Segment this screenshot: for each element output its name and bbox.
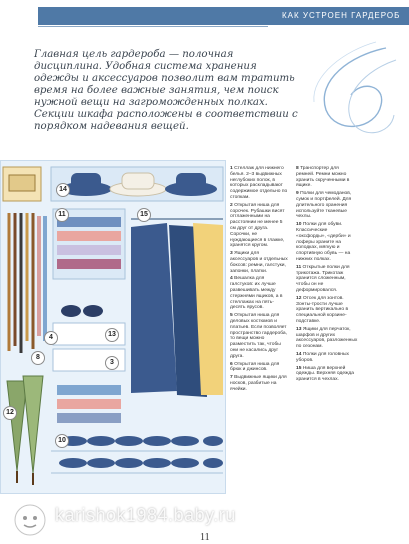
legend-item: 1 Стеллаж для нижнего белья. 2–3 выдвижных неглубоких полок, в которых раскладывают содержимое отдельно по стопкам. [230,166,288,200]
legend-item: 12 Отсек для зонтов. Зонты-трости лучше хранить вертикально в специальной корзине-подставке. [296,295,349,324]
badge-3: 3 [105,356,119,370]
badge-12: 12 [3,406,17,420]
legend-item: 11 Открытые полки для трикотажа. Трикотаж хранится сложенным, чтобы он не деформировался. [296,264,350,293]
legend-item: 8 Транспортер для ремней. Ремни можно хранить скрученными в ящике. [296,166,350,189]
legend-item: 15 Ниша для верхней одежды. Верхняя одежда хранится в чехлах. [296,365,354,383]
badge-13: 13 [105,328,119,342]
legend-item: 7 Выдвижные ящики для носков, разбитые на ячейки. [230,375,287,392]
watermark-logo-icon [8,502,52,538]
badge-4: 4 [44,331,58,345]
header-rule [38,26,268,27]
swirl-ornament [296,40,401,150]
badge-15: 15 [137,208,151,222]
wardrobe-illustration [0,160,226,494]
badge-10: 10 [55,434,69,448]
legend-item: 4 Вешалка для галстуков: их лучше развешивать между стержнями ящиков, а в стеллажах на пять-десять ярусов. [230,276,283,311]
legend-item: 13 Ящики для перчаток, шарфов и других аксессуаров, разложенных по сезонам. [296,326,358,350]
legend-column-1 [230,166,288,394]
legend-item: 5 Открытая ниша для деловых костюмов и платьев. Если позволяет пространство гардероба, то вещи можно разместить так, чтобы они не касались друг друга. [230,313,288,359]
badge-14: 14 [56,183,70,197]
watermark-text: karishok1984.baby.ru [55,505,236,525]
badge-8: 8 [31,351,45,365]
legend-item: 2 Открытая ниша для сорочек. Рубашки висят отглаженными на расстоянии не менее 5 см друг от друга. Сорочки, не нуждающиеся в глажке, хранятся кругом. [230,202,285,249]
intro-paragraph: Главная цель гардероба — полочная дисциплина. Удобная система хранения одежды и аксессуаров позволит вам тратить время на более важные занятия, чем поиск нужной вещи на загроможденных полках. Секции шкафа расположены в соответствии с порядком надевания вещей. [34,49,298,132]
legend-item: 10 Полки для обуви. Классические «оксфорды», «дерби» и лоферы храните на колодках, мягкую и спортивную обувь — на нижних полках. [296,222,351,262]
page-number: 11 [200,532,210,543]
wardrobe-drawing [1,161,225,493]
legend-item: 9 Полки для чемоданов, сумок и портфелей. Для длительного хранения используйте тканевые чехлы. [296,191,352,220]
legend-item: 14 Полки для головных уборов. [296,351,349,363]
badge-11: 11 [55,208,69,222]
header-title: КАК УСТРОЕН ГАРДЕРОБ [282,11,401,20]
legend-item: 6 Открытая ниша для брюк и джинсов. [230,361,280,373]
legend-item: 3 Ящики для аксессуаров и отдельных боксов: ремни, галстуки, запонки, платки. [230,251,288,274]
legend-column-2 [296,166,358,385]
